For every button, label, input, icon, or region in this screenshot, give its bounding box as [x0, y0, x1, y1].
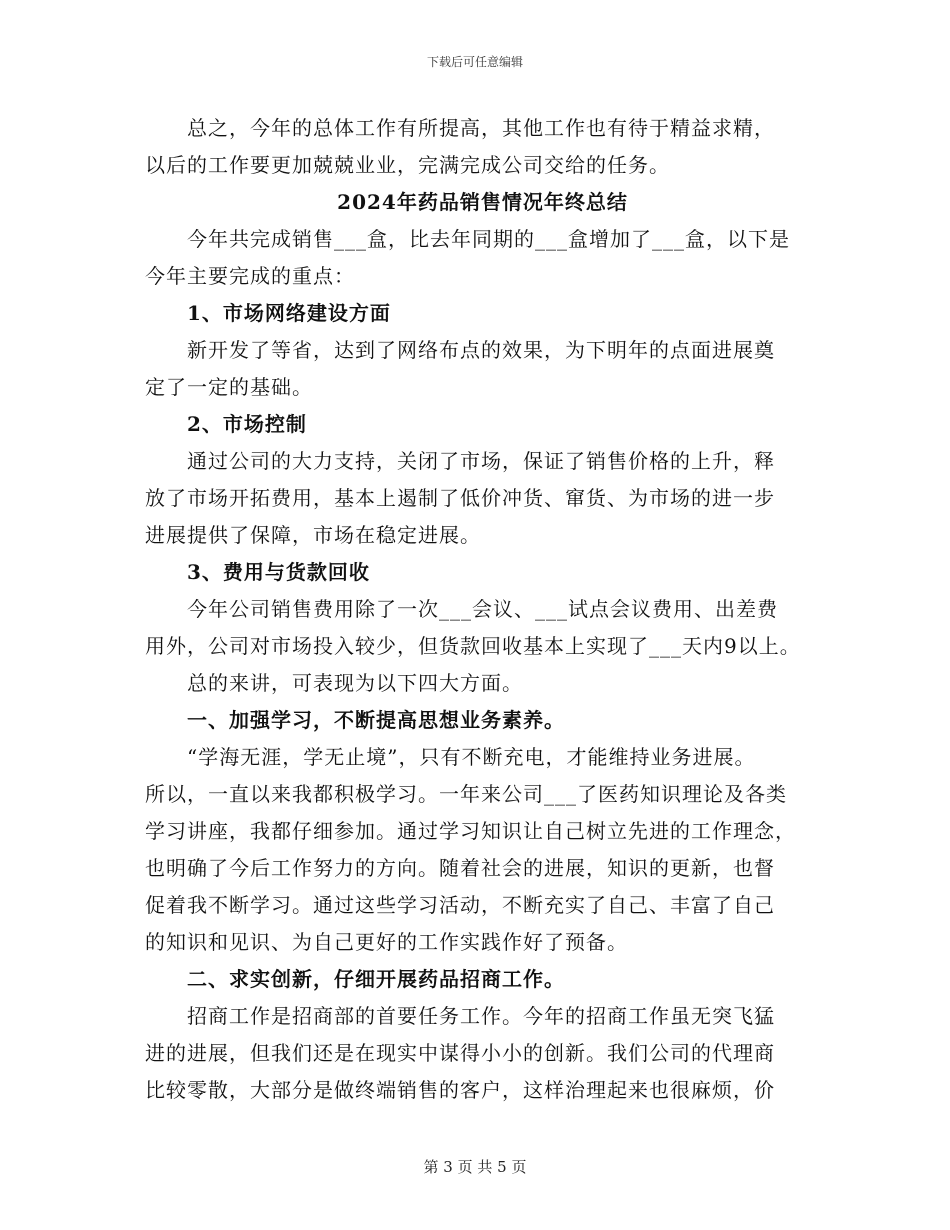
text-line: 总之，今年的总体工作有所提高，其他工作也有待于精益求精， — [187, 116, 775, 140]
text-line: 用外，公司对市场投入较少，但货款回收基本上实现了___天内9以上。 — [145, 634, 801, 658]
text-line: 促着我不断学习。通过这些学习活动，不断充实了自己、丰富了自己 — [145, 893, 775, 917]
text-line: 学习讲座，我都仔细参加。通过学习知识让自己树立先进的工作理念， — [145, 819, 796, 843]
text-line: 今年公司销售费用除了一次___会议、___试点会议费用、出差费 — [187, 597, 778, 621]
text-line: “学海无涯，学无止境”，只有不断充电，才能维持业务进展。 — [187, 745, 756, 769]
section-heading: 2、市场控制 — [187, 412, 307, 436]
section-heading: 3、费用与货款回收 — [187, 560, 370, 584]
text-line: 进展提供了保障，市场在稳定进展。 — [145, 523, 481, 547]
section-heading: 一、加强学习，不断提高思想业务素养。 — [187, 708, 565, 732]
section-heading: 1、市场网络建设方面 — [187, 301, 391, 325]
text-line: 以后的工作要更加兢兢业业，完满完成公司交给的任务。 — [145, 153, 670, 177]
text-line: 新开发了等省，达到了网络布点的效果，为下明年的点面进展奠 — [187, 338, 775, 362]
text-line: 放了市场开拓费用，基本上遏制了低价冲货、窜货、为市场的进一步 — [145, 486, 775, 510]
text-line: 招商工作是招商部的首要任务工作。今年的招商工作虽无突飞猛 — [187, 1004, 775, 1028]
text-line: 通过公司的大力支持，关闭了市场，保证了销售价格的上升，释 — [187, 449, 775, 473]
section-heading: 2024年药品销售情况年终总结 — [337, 190, 628, 214]
page-header: 下载后可任意编辑 — [426, 55, 523, 69]
page-footer: 第 3 页 共 5 页 — [423, 1158, 527, 1176]
text-line: 所以，一直以来我都积极学习。一年来公司___了医药知识理论及各类 — [145, 782, 787, 806]
section-heading: 二、求实创新，仔细开展药品招商工作。 — [187, 967, 565, 991]
text-line: 总的来讲，可表现为以下四大方面。 — [187, 671, 523, 695]
text-line: 也明确了今后工作努力的方向。随着社会的进展，知识的更新，也督 — [145, 856, 775, 880]
text-line: 的知识和见识、为自己更好的工作实践作好了预备。 — [145, 930, 628, 954]
document-body — [145, 110, 820, 1109]
text-line: 比较零散，大部分是做终端销售的客户，这样治理起来也很麻烦，价 — [145, 1078, 775, 1102]
text-line: 今年共完成销售___盒，比去年同期的___盒增加了___盒，以下是 — [187, 227, 790, 251]
text-line: 今年主要完成的重点： — [145, 264, 355, 288]
text-line: 定了一定的基础。 — [145, 375, 313, 399]
text-line: 进的进展，但我们还是在现实中谋得小小的创新。我们公司的代理商 — [145, 1041, 775, 1065]
